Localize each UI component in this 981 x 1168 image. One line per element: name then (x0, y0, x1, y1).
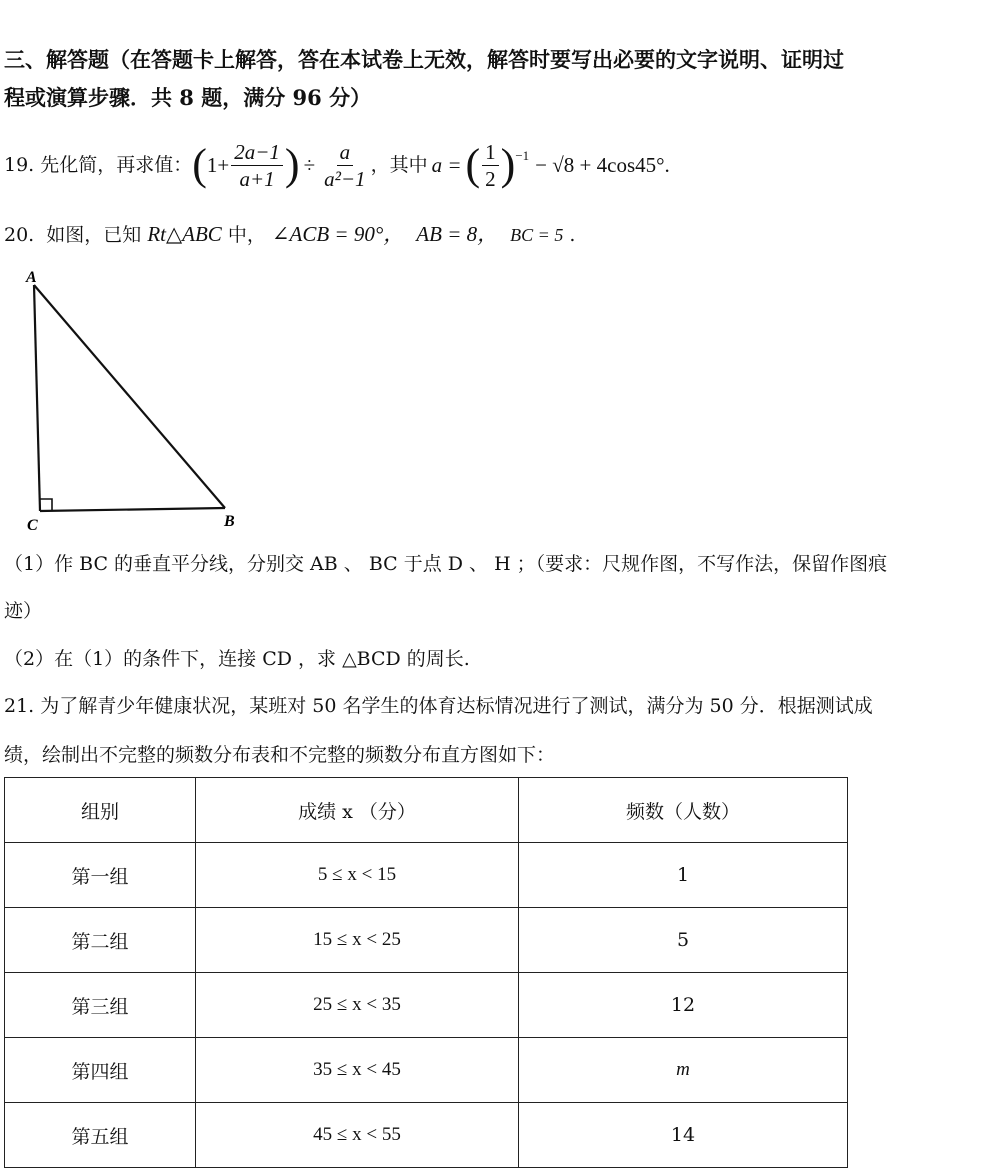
q19-frac2-numerator: a (337, 139, 354, 166)
table-row (5, 843, 848, 908)
table-cell-frequency: m (519, 1038, 848, 1103)
q19-one-plus: 1+ (206, 153, 230, 177)
q19-where: ，其中 (370, 154, 428, 176)
right-paren-2: ) (500, 140, 516, 189)
vertex-label-c: C (27, 517, 38, 534)
q20-angle: ∠ACB = 90°， (271, 222, 405, 246)
section-title-line2: 程或演算步骤．共 8 题，满分 96 分） (4, 85, 372, 110)
q19-half-numerator: 1 (482, 139, 499, 166)
table-cell-group: 第二组 (5, 908, 196, 973)
frequency-table (4, 777, 848, 1168)
q21-line2: 绩，绘制出不完整的频数分布表和不完整的频数分布直方图如下： (4, 744, 556, 766)
q19-frac1-denominator: a+1 (239, 166, 275, 191)
q19-value-expression (432, 139, 670, 192)
side-ac (34, 285, 40, 511)
side-bc (40, 508, 225, 511)
table-cell-frequency: 1 (519, 843, 848, 908)
table-cell-frequency: 14 (519, 1103, 848, 1168)
q20-part1-line1: （1）作 BC 的垂直平分线，分别交 AB 、 BC 于点 D 、 H ；（要求：尺规作图，不写作法，保留作图痕 (4, 553, 888, 575)
q20-triangle: Rt△ABC (147, 222, 222, 246)
table-cell-score: 15 ≤ x < 25 (196, 908, 519, 973)
q19-rest: − √8 + 4cos45°. (535, 153, 670, 177)
q19-exponent: −1 (515, 147, 530, 163)
q20-end: . (569, 224, 576, 246)
table-cell-group: 第四组 (5, 1038, 196, 1103)
q21-line1: 21. 为了解青少年健康状况，某班对 50 名学生的体育达标情况进行了测试，满分为 50 分．根据测试成 (4, 695, 873, 717)
q19-fraction-1 (231, 139, 283, 192)
table-header: 组别 (5, 778, 196, 843)
table-row (5, 1038, 848, 1103)
q19-a-eq: a = (431, 153, 462, 177)
table-cell-score: 45 ≤ x < 55 (196, 1103, 519, 1168)
q19-fraction-2 (321, 139, 368, 192)
table-cell-score: 5 ≤ x < 15 (196, 843, 519, 908)
q20-intro: 如图，已知 (46, 224, 142, 246)
right-angle-mark (40, 499, 52, 511)
table-row (5, 1103, 848, 1168)
table-cell-frequency: 5 (519, 908, 848, 973)
q20-zhong: 中， (227, 224, 266, 246)
table-header-row (5, 778, 848, 843)
table-cell-frequency: 12 (519, 973, 848, 1038)
q19-expression (192, 139, 370, 192)
table-cell-score: 25 ≤ x < 35 (196, 973, 519, 1038)
table-row (5, 908, 848, 973)
triangle-figure (0, 262, 260, 537)
q20-part2: （2）在（1）的条件下，连接 CD ，求 △BCD 的周长. (4, 648, 470, 670)
vertex-label-a: A (26, 269, 37, 286)
q19-half-denominator: 2 (485, 166, 496, 191)
q19-divide: ÷ (303, 153, 316, 177)
q20-ab: AB = 8， (416, 222, 499, 246)
question-19 (4, 130, 670, 200)
table-cell-group: 第一组 (5, 843, 196, 908)
question-20-stem (4, 219, 575, 250)
section-title-line1: 三、解答题（在答题卡上解答，答在本试卷上无效，解答时要写出必要的文字说明、证明过 (4, 47, 844, 72)
q19-number: 19. (4, 154, 35, 176)
q20-bc: BC = 5 (510, 225, 564, 245)
q19-frac2-denominator: a²−1 (324, 166, 366, 191)
table-cell-group: 第五组 (5, 1103, 196, 1168)
q19-frac1-numerator: 2a−1 (231, 139, 283, 166)
table-header: 频数（人数） (519, 778, 848, 843)
table-cell-group: 第三组 (5, 973, 196, 1038)
left-paren: ( (192, 140, 207, 189)
vertex-label-b: B (224, 513, 235, 530)
table-row (5, 973, 848, 1038)
q19-half (482, 139, 499, 192)
table-header: 成绩 x （分） (196, 778, 519, 843)
left-paren-2: ( (465, 140, 481, 189)
side-ab (34, 285, 225, 508)
q19-prompt: 先化简，再求值： (40, 154, 193, 176)
right-paren: ) (284, 140, 300, 189)
table-cell-score: 35 ≤ x < 45 (196, 1038, 519, 1103)
q20-number: 20. (4, 224, 35, 246)
q20-part1-line2: 迹） (4, 600, 43, 622)
